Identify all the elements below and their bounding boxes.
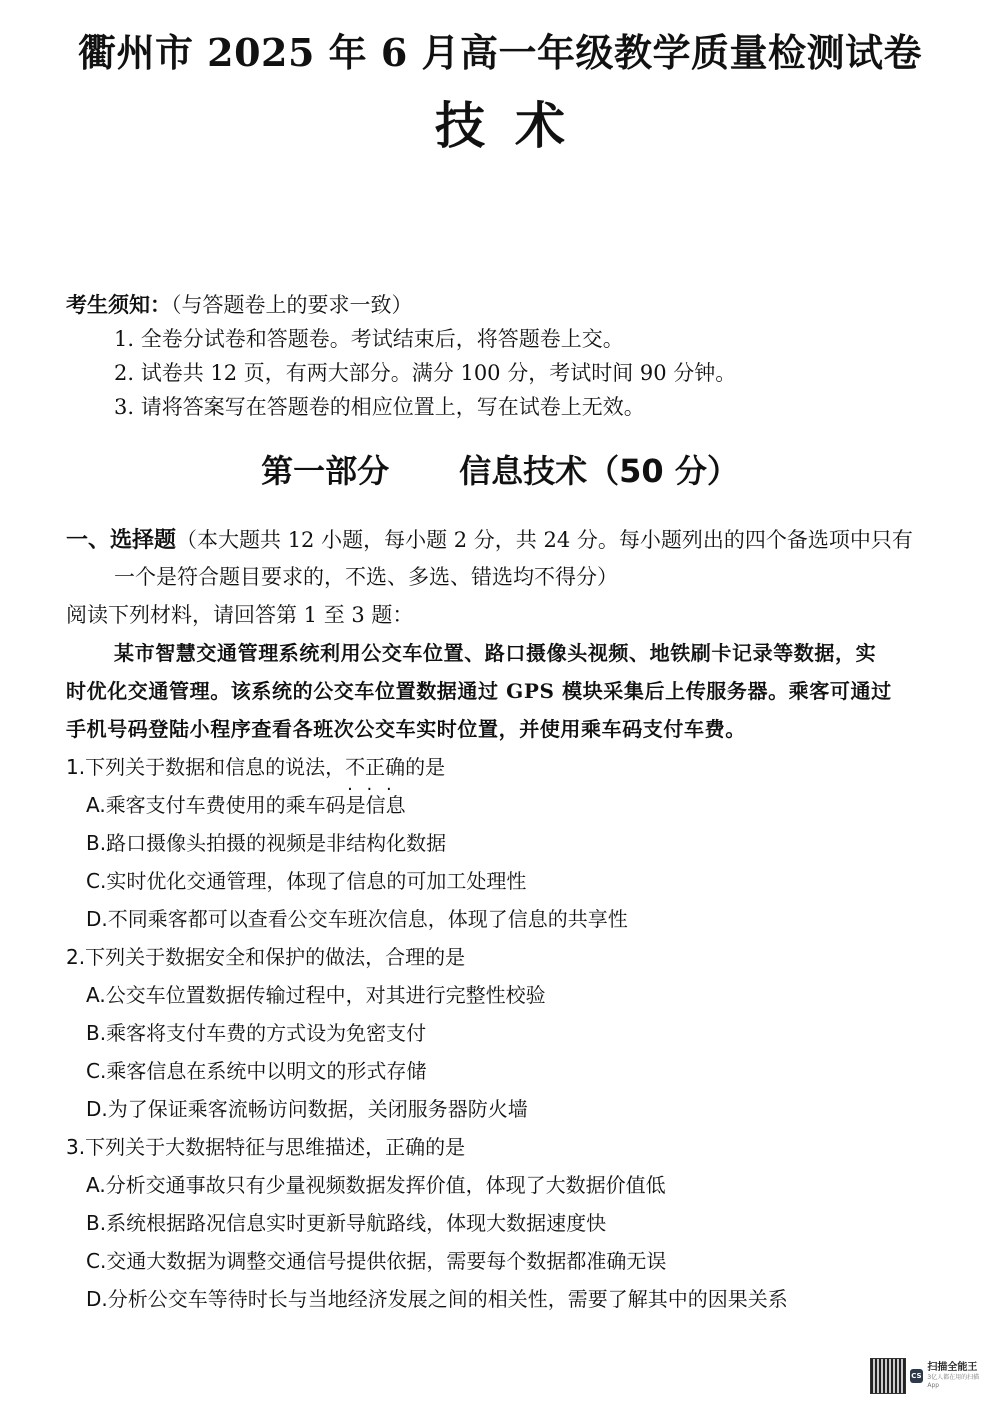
watermark-sub: 3亿人都在用的扫描App	[927, 1374, 980, 1389]
emphasized-text: 不正确 · · ·	[345, 755, 405, 779]
exam-title: 衢州市 2025 年 6 月高一年级教学质量检测试卷	[77, 30, 923, 75]
section-desc-cont: 一个是符合题目要求的，不选、多选、错选均不得分）	[114, 565, 618, 589]
reading-material	[66, 634, 946, 748]
option-d: D.为了保证乘客流畅访问数据，关闭服务器防火墙	[86, 1097, 528, 1121]
option-b: B.路口摄像头拍摄的视频是非结构化数据	[86, 831, 447, 855]
material-line: 时优化交通管理。该系统的公交车位置数据通过 GPS 模块采集后上传服务器。乘客可通过	[66, 679, 892, 703]
qr-code-icon	[870, 1358, 906, 1394]
stem-text: 的是	[405, 755, 446, 779]
option-b: B.系统根据路况信息实时更新导航路线，体现大数据速度快	[86, 1211, 607, 1235]
section-label: 一、选择题	[66, 528, 177, 553]
watermark-name: 扫描全能王	[927, 1362, 978, 1373]
subject-title: 技术	[435, 96, 595, 155]
notice-item: 1. 全卷分试卷和答题卷。考试结束后，将答题卷上交。	[114, 327, 624, 351]
option-c: C.实时优化交通管理，体现了信息的可加工处理性	[86, 869, 527, 893]
option-d: D.分析公交车等待时长与当地经济发展之间的相关性，需要了解其中的因果关系	[86, 1287, 788, 1311]
watermark-text	[927, 1362, 990, 1390]
section-desc: （本大题共 12 小题，每小题 2 分，共 24 分。每小题列出的四个备选项中只有	[176, 528, 913, 552]
option-b: B.乘客将支付车费的方式设为免密支付	[86, 1021, 427, 1045]
option-c: C.乘客信息在系统中以明文的形式存储	[86, 1059, 427, 1083]
candidate-notice	[66, 288, 946, 424]
stem-text: 2.下列关于数据安全和保护的做法，合理的是	[66, 945, 466, 969]
section-heading	[66, 523, 946, 558]
part-name: 第一部分	[261, 452, 390, 490]
question-stem	[66, 748, 946, 786]
material-line: 某市智慧交通管理系统利用公交车位置、路口摄像头视频、地铁刷卡记录等数据，实	[114, 641, 877, 665]
option-d: D.不同乘客都可以查看公交车班次信息，体现了信息的共享性	[86, 907, 628, 931]
notice-heading	[66, 288, 946, 322]
option-a: A.分析交通事故只有少量视频数据发挥价值，体现了大数据价值低	[86, 1173, 666, 1197]
notice-note: （与答题卷上的要求一致）	[171, 293, 413, 317]
notice-item: 3. 请将答案写在答题卷的相应位置上，写在试卷上无效。	[114, 395, 645, 419]
option-a: A.公交车位置数据传输过程中，对其进行完整性校验	[86, 983, 546, 1007]
notice-item: 2. 试卷共 12 页，有两大部分。满分 100 分，考试时间 90 分钟。	[114, 361, 737, 385]
question-stem	[66, 1128, 946, 1166]
notice-label: 考生须知：	[66, 292, 171, 317]
cs-logo-icon: CS	[910, 1369, 924, 1383]
reading-intro: 阅读下列材料，请回答第 1 至 3 题：	[66, 603, 414, 627]
material-line: 手机号码登陆小程序查看各班次公交车实时位置，并使用乘车码支付车费。	[66, 717, 746, 741]
exam-content	[66, 523, 946, 1318]
part-heading	[0, 448, 1000, 494]
option-c: C.交通大数据为调整交通信号提供依据，需要每个数据都准确无误	[86, 1249, 667, 1273]
part-title: 信息技术（50 分）	[459, 452, 739, 490]
stem-text: 3.下列关于大数据特征与思维描述，正确的是	[66, 1135, 466, 1159]
scanner-watermark	[870, 1356, 990, 1396]
option-a: A.乘客支付车费使用的乘车码是信息	[86, 793, 406, 817]
question-stem	[66, 938, 946, 976]
stem-text: 1.下列关于数据和信息的说法，	[66, 755, 346, 779]
